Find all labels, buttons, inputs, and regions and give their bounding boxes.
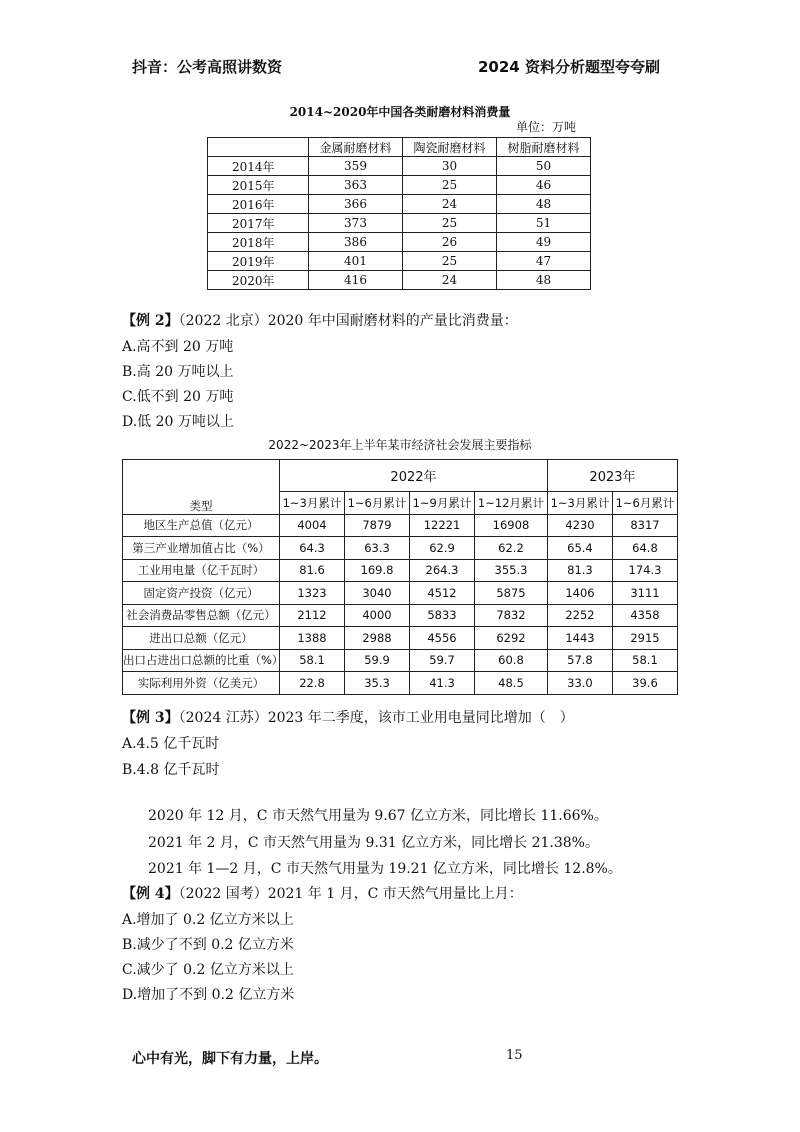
- table1-year-cell: 2017年: [208, 214, 309, 233]
- example4-option-b: B.减少了不到 0.2 亿立方米: [122, 937, 294, 953]
- table1-value-cell: 47: [497, 252, 591, 271]
- example4-text: （2022 国考）2021 年 1 月，C 市天然气用量比上月：: [178, 886, 523, 902]
- example3-text: （2024 江苏）2023 年二季度，该市工业用电量同比增加（ ）: [178, 710, 574, 726]
- header-left-text: 抖音：公考高照讲数资: [132, 58, 283, 76]
- table2-value-cell: 5833: [410, 604, 475, 627]
- table2-year-header: 2022年: [280, 460, 548, 492]
- table2-value-cell: 58.1: [280, 649, 345, 672]
- table2-value-cell: 2915: [612, 627, 677, 650]
- table2-value-cell: 64.8: [612, 537, 677, 560]
- table2-row: [123, 649, 678, 672]
- table1-value-cell: 416: [309, 271, 403, 290]
- table2-value-cell: 174.3: [612, 559, 677, 582]
- table2-indicator-cell: 出口占进出口总额的比重（%）: [123, 649, 280, 672]
- table1-value-cell: 30: [403, 157, 497, 176]
- table2-value-cell: 7879: [345, 514, 410, 537]
- table2: [122, 459, 678, 695]
- table1-value-cell: 366: [309, 195, 403, 214]
- table2-row: [123, 672, 678, 695]
- table2-value-cell: 169.8: [345, 559, 410, 582]
- table2-indicator-cell: 第三产业增加值占比（%）: [123, 537, 280, 560]
- table1-row: [208, 233, 591, 252]
- example2-question: [122, 311, 518, 331]
- table2-value-cell: 41.3: [410, 672, 475, 695]
- table2-year-row: [123, 460, 678, 492]
- table2-value-cell: 4000: [345, 604, 410, 627]
- table2-year-header: 2023年: [547, 460, 677, 492]
- table2-value-cell: 6292: [475, 627, 548, 650]
- table1-value-cell: 24: [403, 271, 497, 290]
- example2-label: 【例 2】: [122, 313, 179, 329]
- table2-indicator-cell: 地区生产总值（亿元）: [123, 514, 280, 537]
- table1-year-cell: 2020年: [208, 271, 309, 290]
- example2-text: （2022 北京）2020 年中国耐磨材料的产量比消费量：: [178, 313, 518, 329]
- table1-value-cell: 25: [403, 214, 497, 233]
- example2-option-b: B.高 20 万吨以上: [122, 364, 234, 380]
- table1-value-cell: 50: [497, 157, 591, 176]
- table2-value-cell: 12221: [410, 514, 475, 537]
- table2-type-header: 类型: [123, 460, 280, 515]
- table1-col-header: 金属耐磨材料: [309, 138, 403, 157]
- table1-value-cell: 25: [403, 252, 497, 271]
- table2-value-cell: 4556: [410, 627, 475, 650]
- table2-row: [123, 537, 678, 560]
- table1-value-cell: 48: [497, 271, 591, 290]
- table2-period-header: 1~6月累计: [345, 492, 410, 515]
- table2-value-cell: 4230: [547, 514, 612, 537]
- table1-value-cell: 359: [309, 157, 403, 176]
- table2-value-cell: 59.7: [410, 649, 475, 672]
- table1-row: [208, 176, 591, 195]
- table2-value-cell: 2112: [280, 604, 345, 627]
- table2-row: [123, 559, 678, 582]
- table2-value-cell: 1443: [547, 627, 612, 650]
- table2-value-cell: 62.2: [475, 537, 548, 560]
- table1-col-header: [208, 138, 309, 157]
- table1-year-cell: 2018年: [208, 233, 309, 252]
- passage-line: 2021 年 1—2 月，C 市天然气用量为 19.21 亿立方米，同比增长 12.8%。: [148, 861, 622, 877]
- table2-value-cell: 3111: [612, 582, 677, 605]
- table1-value-cell: 24: [403, 195, 497, 214]
- table2-value-cell: 64.3: [280, 537, 345, 560]
- table1-value-cell: 26: [403, 233, 497, 252]
- table1-row: [208, 214, 591, 233]
- example3-question: [122, 708, 574, 728]
- table2-period-header: 1~3月累计: [547, 492, 612, 515]
- table2-row: [123, 582, 678, 605]
- example3-option-b: B.4.8 亿千瓦时: [122, 762, 220, 778]
- table1-row: [208, 157, 591, 176]
- table2-indicator-cell: 固定资产投资（亿元）: [123, 582, 280, 605]
- table1-title: 2014~2020年中国各类耐磨材料消费量: [289, 105, 511, 119]
- page-number: 15: [506, 1048, 523, 1063]
- table1-value-cell: 48: [497, 195, 591, 214]
- example2-option-d: D.低 20 万吨以上: [122, 414, 234, 430]
- table1-value-cell: 386: [309, 233, 403, 252]
- table2-value-cell: 62.9: [410, 537, 475, 560]
- table2-value-cell: 58.1: [612, 649, 677, 672]
- table1-col-header: 陶瓷耐磨材料: [403, 138, 497, 157]
- passage-line: 2020 年 12 月，C 市天然气用量为 9.67 亿立方米，同比增长 11.66%。: [148, 808, 608, 824]
- table2-value-cell: 2252: [547, 604, 612, 627]
- table1-value-cell: 46: [497, 176, 591, 195]
- table2-period-header: 1~9月累计: [410, 492, 475, 515]
- example4-option-a: A.增加了 0.2 亿立方米以上: [122, 912, 294, 928]
- table2-value-cell: 1406: [547, 582, 612, 605]
- example4-question: [122, 884, 523, 904]
- table2-period-header: 1~12月累计: [475, 492, 548, 515]
- example4-label: 【例 4】: [122, 886, 179, 902]
- table2-value-cell: 39.6: [612, 672, 677, 695]
- table1-year-cell: 2016年: [208, 195, 309, 214]
- footer-motto: 心中有光，脚下有力量，上岸。: [132, 1051, 328, 1067]
- table2-value-cell: 35.3: [345, 672, 410, 695]
- table1-row: [208, 252, 591, 271]
- table2-row: [123, 514, 678, 537]
- table1-year-cell: 2019年: [208, 252, 309, 271]
- table2-indicator-cell: 工业用电量（亿千瓦时）: [123, 559, 280, 582]
- table2-value-cell: 1323: [280, 582, 345, 605]
- example2-option-a: A.高不到 20 万吨: [122, 339, 234, 355]
- table1-value-cell: 49: [497, 233, 591, 252]
- table1-year-cell: 2014年: [208, 157, 309, 176]
- table1: [207, 137, 591, 290]
- table2-indicator-cell: 社会消费品零售总额（亿元）: [123, 604, 280, 627]
- table2-indicator-cell: 实际利用外资（亿美元）: [123, 672, 280, 695]
- table1-year-cell: 2015年: [208, 176, 309, 195]
- table1-value-cell: 401: [309, 252, 403, 271]
- table1-value-cell: 363: [309, 176, 403, 195]
- table2-value-cell: 57.8: [547, 649, 612, 672]
- table1-value-cell: 25: [403, 176, 497, 195]
- table2-value-cell: 48.5: [475, 672, 548, 695]
- table2-value-cell: 8317: [612, 514, 677, 537]
- table2-value-cell: 63.3: [345, 537, 410, 560]
- table2-value-cell: 4358: [612, 604, 677, 627]
- table2-value-cell: 81.3: [547, 559, 612, 582]
- table2-value-cell: 60.8: [475, 649, 548, 672]
- table1-row: [208, 271, 591, 290]
- passage-line: 2021 年 2 月，C 市天然气用量为 9.31 亿立方米，同比增长 21.38%。: [148, 835, 599, 851]
- table2-value-cell: 355.3: [475, 559, 548, 582]
- example3-option-a: A.4.5 亿千瓦时: [122, 736, 220, 752]
- table2-row: [123, 627, 678, 650]
- table2-value-cell: 33.0: [547, 672, 612, 695]
- table1-unit: 单位：万吨: [516, 120, 577, 134]
- example4-option-c: C.减少了 0.2 亿立方米以上: [122, 962, 294, 978]
- table2-row: [123, 604, 678, 627]
- table1-row: [208, 195, 591, 214]
- table2-value-cell: 7832: [475, 604, 548, 627]
- table2-value-cell: 16908: [475, 514, 548, 537]
- table2-indicator-cell: 进出口总额（亿元）: [123, 627, 280, 650]
- table2-value-cell: 2988: [345, 627, 410, 650]
- table2-value-cell: 3040: [345, 582, 410, 605]
- table2-value-cell: 1388: [280, 627, 345, 650]
- table2-value-cell: 4512: [410, 582, 475, 605]
- table2-period-header: 1~6月累计: [612, 492, 677, 515]
- table2-period-header: 1~3月累计: [280, 492, 345, 515]
- table2-value-cell: 4004: [280, 514, 345, 537]
- table1-header-row: [208, 138, 591, 157]
- table2-value-cell: 22.8: [280, 672, 345, 695]
- table2-value-cell: 264.3: [410, 559, 475, 582]
- table2-value-cell: 5875: [475, 582, 548, 605]
- header-right-text: 2024 资料分析题型夸夸刷: [478, 58, 660, 76]
- table1-value-cell: 51: [497, 214, 591, 233]
- table1-value-cell: 373: [309, 214, 403, 233]
- table2-value-cell: 59.9: [345, 649, 410, 672]
- table2-value-cell: 81.6: [280, 559, 345, 582]
- table2-value-cell: 65.4: [547, 537, 612, 560]
- example3-label: 【例 3】: [122, 710, 179, 726]
- example4-option-d: D.增加了不到 0.2 亿立方米: [122, 987, 295, 1003]
- table2-title: 2022~2023年上半年某市经济社会发展主要指标: [268, 438, 532, 452]
- example2-option-c: C.低不到 20 万吨: [122, 389, 234, 405]
- table1-col-header: 树脂耐磨材料: [497, 138, 591, 157]
